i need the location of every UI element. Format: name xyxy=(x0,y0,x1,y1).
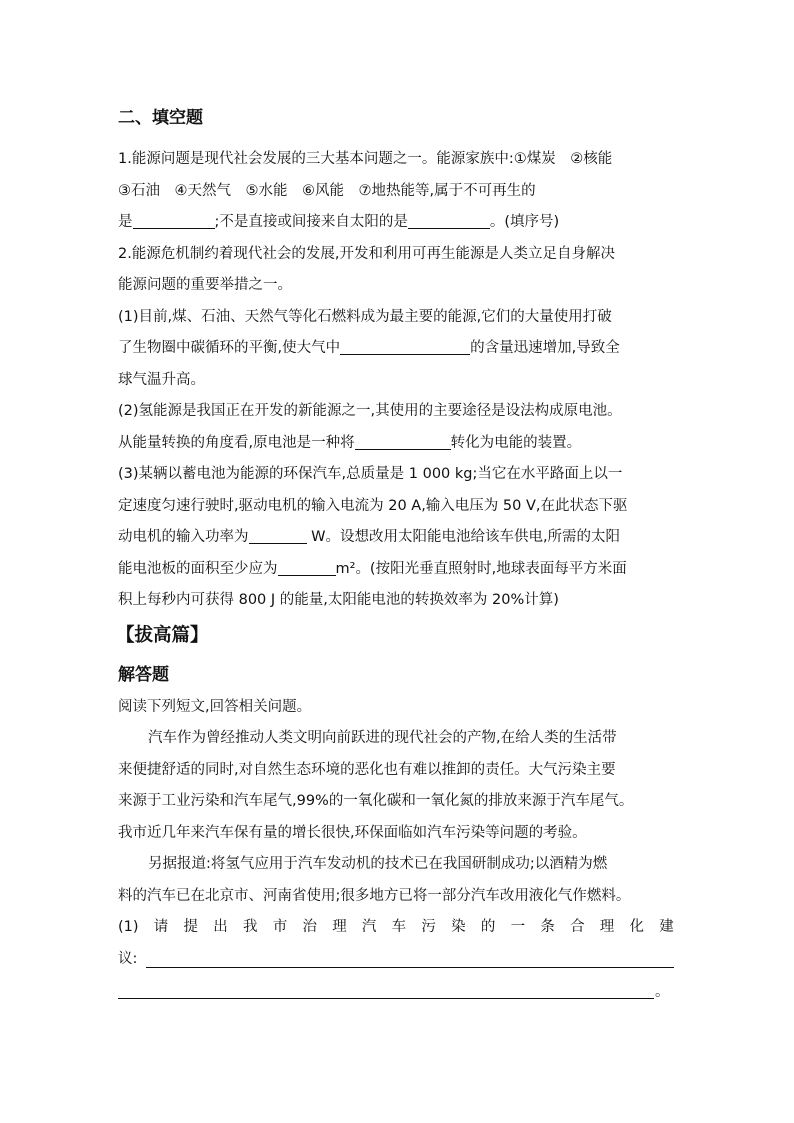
reading-passage xyxy=(118,692,678,1006)
q2-part3-text-b: W。设想改用太阳能电池给该车供电,所需的太阳 xyxy=(306,529,621,545)
q1-char: 请 xyxy=(153,919,169,935)
q1-suggest-label: 议: xyxy=(118,950,138,967)
question-2 xyxy=(118,239,678,617)
q2-part1-text-b: 的含量迅速增加,导致全 xyxy=(470,340,620,356)
q2-part3-blank-area[interactable] xyxy=(278,558,336,576)
q2-part1-blank[interactable] xyxy=(340,337,470,355)
q2-part2-text-b: 转化为电能的装置。 xyxy=(450,434,582,451)
answer-section-title: 解答题 xyxy=(118,664,169,685)
q1-char: 车 xyxy=(391,919,407,935)
reading-question-1-line-2 xyxy=(118,944,678,975)
q2-part3-line-3 xyxy=(118,522,678,554)
q1-char: 条 xyxy=(540,919,555,935)
reading-intro: 阅读下列短文,回答相关问题。 xyxy=(118,698,312,715)
reading-question-1-line-3 xyxy=(118,975,678,1006)
q2-part3-text-a: 动电机的输入功率为 xyxy=(118,529,249,545)
q2-part1-line-1: (1)目前,煤、石油、天然气等化石燃料成为最主要的能源,它们的大量使用打破 xyxy=(118,308,612,325)
q2-part2-line-1: (2)氢能源是我国正在开发的新能源之一,其使用的主要途径是设法构成原电池。 xyxy=(118,403,622,419)
q1-char: 治 xyxy=(302,919,317,935)
q1-answer-line-1[interactable] xyxy=(146,967,674,968)
advanced-section-title: 【拔高篇】 xyxy=(116,624,209,646)
q1-char: 提 xyxy=(183,919,199,935)
q1-char: 化 xyxy=(629,919,645,935)
q2-part2-blank[interactable] xyxy=(355,432,451,450)
q1-char: 理 xyxy=(332,919,347,935)
q1-answer-line-2[interactable] xyxy=(118,998,654,999)
para1-line-3: 来源于工业污染和汽车尾气,99%的一氧化碳和一氧化氮的排放来源于汽车尾气。 xyxy=(118,793,634,809)
q2-line-2: 能源问题的重要举措之一。 xyxy=(118,277,292,293)
q1-char: 合 xyxy=(570,919,585,935)
q2-part3-blank-power[interactable] xyxy=(249,526,307,544)
q1-char: 市 xyxy=(272,919,288,935)
q1-char: 汽 xyxy=(361,919,377,935)
para1-line-2: 来便捷舒适的同时,对自然生态环境的恶化也有难以推卸的责任。大气污染主要 xyxy=(118,761,616,778)
q2-part3-line-4 xyxy=(118,554,678,586)
question-1 xyxy=(118,144,678,239)
q1-char: 染 xyxy=(451,919,466,935)
q1-text-b: ;不是直接或间接来自太阳的是 xyxy=(214,214,408,230)
q2-part3-line-1: (3)某辆以蓄电池为能源的环保汽车,总质量是 1 000 kg;当它在水平路面上以一 xyxy=(118,466,623,482)
q1-char: 我 xyxy=(242,919,258,935)
q1-blank-1[interactable] xyxy=(133,211,215,229)
q2-part2-line-2 xyxy=(118,428,678,460)
para1-line-4: 我市近几年来汽车保有量的增长很快,环保面临如汽车污染等问题的考验。 xyxy=(118,824,587,841)
q1-char: 一 xyxy=(510,919,526,935)
reading-question-1-line-1 xyxy=(118,912,674,944)
q2-part3-line-5: 积上每秒内可获得 800 J 的能量,太阳能电池的转换效率为 20%计算) xyxy=(118,592,559,608)
q2-part1-text-a: 了生物圈中碳循环的平衡,使大气中 xyxy=(118,340,341,356)
document-page xyxy=(118,100,678,1006)
q1-char: 出 xyxy=(213,919,228,935)
q1-blank-2[interactable] xyxy=(408,211,490,229)
para2-line-1: 另据报道:将氢气应用于汽车发动机的技术已在我国研制成功;以酒精为燃 xyxy=(148,856,608,872)
q1-char: 建 xyxy=(659,919,674,935)
q1-line-3 xyxy=(118,207,678,239)
para1-line-1: 汽车作为曾经推动人类文明向前跃进的现代社会的产物,在给人类的生活带 xyxy=(148,730,617,746)
q1-char: 污 xyxy=(421,919,436,935)
q2-part3-line-2: 定速度匀速行驶时,驱动电机的输入电流为 20 A,输入电压为 50 V,在此状态下驱 xyxy=(118,497,628,514)
q1-line-2: ③石油 ④天然气 ⑤水能 ⑥风能 ⑦地热能等,属于不可再生的 xyxy=(118,182,536,199)
q1-char: 理 xyxy=(599,919,615,935)
para2-line-2: 料的汽车已在北京市、河南省使用;很多地方已将一部分汽车改用液化气作燃料。 xyxy=(118,887,631,904)
q2-part3-text-d: m²。(按阳光垂直照射时,地球表面每平方米面 xyxy=(335,560,627,577)
q2-part3-text-c: 能电池板的面积至少应为 xyxy=(118,560,278,577)
section-title-fill-in: 二、填空题 xyxy=(118,108,203,128)
q2-part2-text-a: 从能量转换的角度看,原电池是一种将 xyxy=(118,434,355,451)
q1-char: (1) xyxy=(118,919,139,935)
q2-line-1: 2.能源危机制约着现代社会的发展,开发和利用可再生能源是人类立足自身解决 xyxy=(118,245,615,262)
q1-end-period: 。 xyxy=(655,983,670,1000)
q1-text-c: 。(填序号) xyxy=(489,214,560,230)
q2-part1-line-2 xyxy=(118,333,678,365)
q2-part1-line-3: 球气温升高。 xyxy=(118,371,205,388)
q1-char: 的 xyxy=(480,919,496,935)
q1-text-a: 是 xyxy=(118,214,133,230)
q1-line-1: 1.能源问题是现代社会发展的三大基本问题之一。能源家族中:①煤炭 ②核能 xyxy=(118,151,613,167)
